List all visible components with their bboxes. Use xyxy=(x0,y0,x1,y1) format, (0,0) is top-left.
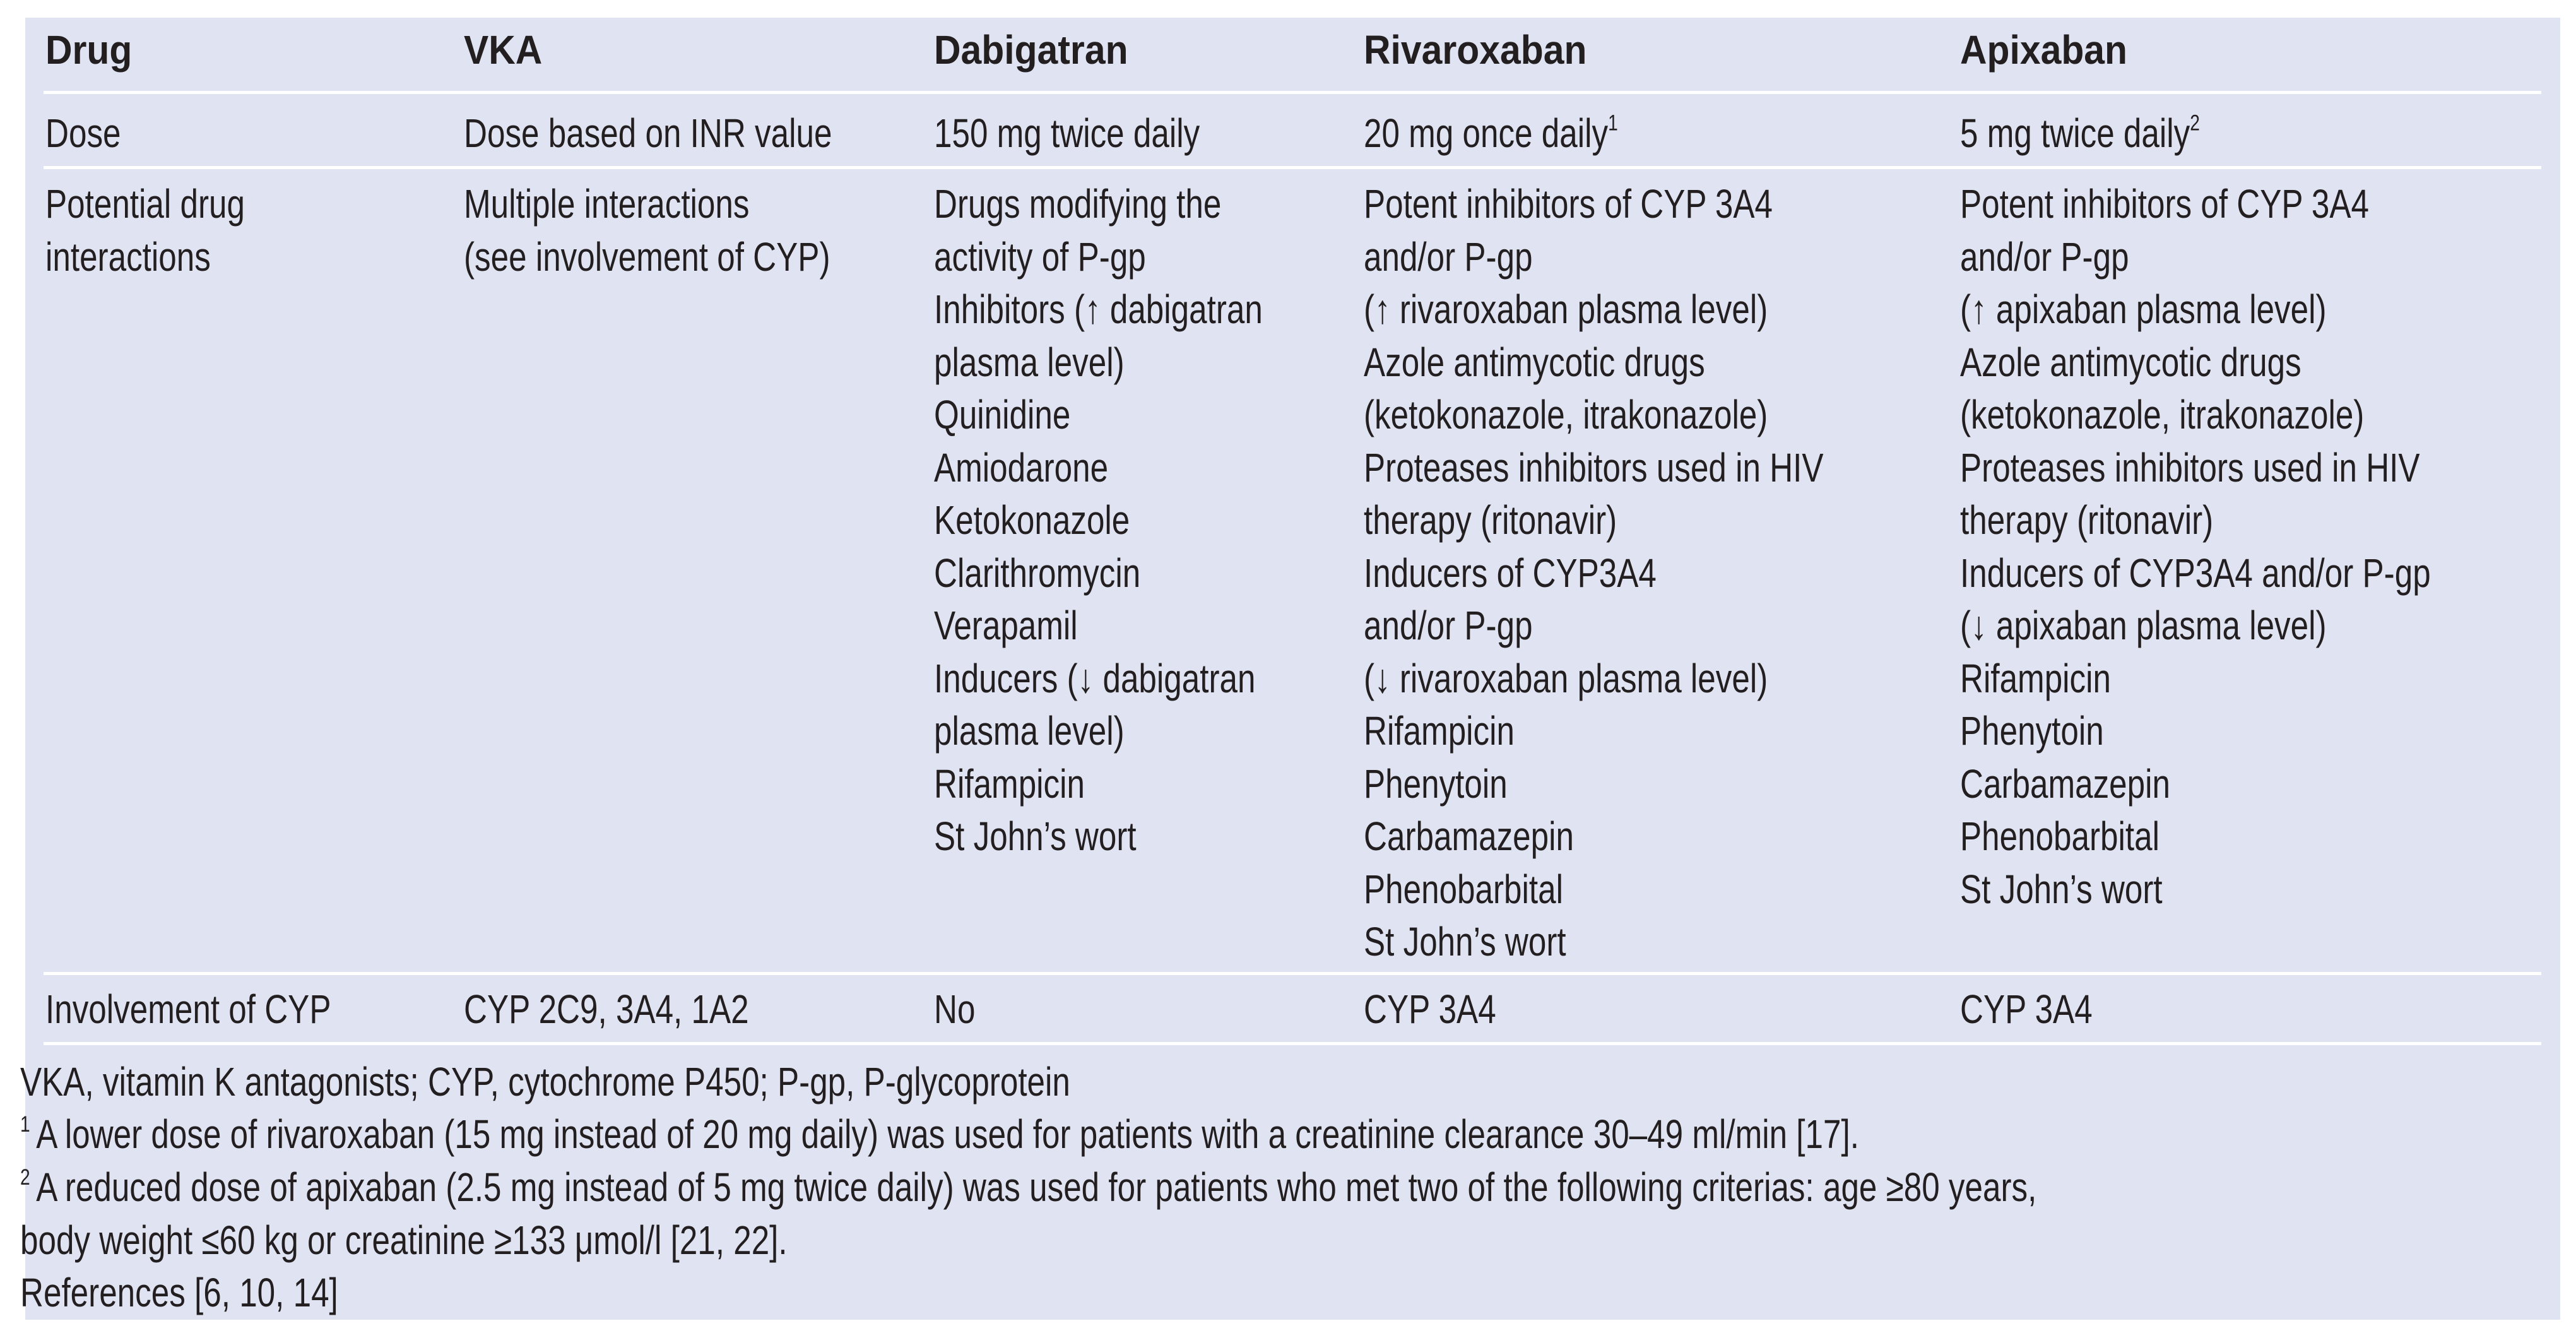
row-divider xyxy=(44,91,2541,94)
cell-line: Potent inhibitors of CYP 3A4 xyxy=(1364,181,1773,227)
footnote-text: A lower dose of rivaroxaban (15 mg instead of 20 mg daily) was used for patients with a creatinine clearance 30–49 ml/min [17]. xyxy=(36,1111,1859,1157)
header-drug: Drug xyxy=(45,27,133,73)
cell-rivaroxaban-interactions xyxy=(1364,178,1824,969)
footnote-number: 2 xyxy=(20,1164,30,1190)
cell-line: and/or P-gp xyxy=(1960,234,2129,280)
cell-line: Potent inhibitors of CYP 3A4 xyxy=(1960,181,2369,227)
row-label-cyp xyxy=(45,983,331,1036)
cell-line: Dose xyxy=(45,110,121,156)
header-rivaroxaban: Rivaroxaban xyxy=(1364,27,1587,73)
cell-line: Multiple interactions xyxy=(464,181,750,227)
cell-line: (↓ rivaroxaban plasma level) xyxy=(1364,655,1768,701)
cell-dabigatran-cyp xyxy=(934,983,975,1036)
cell-text: 20 mg once daily xyxy=(1364,110,1609,156)
cell-apixaban-interactions xyxy=(1960,178,2431,916)
cell-vka-interactions xyxy=(464,178,830,283)
cell-line: Rifampicin xyxy=(1364,708,1515,754)
cell-line: activity of P-gp xyxy=(934,234,1146,280)
row-label-dose xyxy=(45,107,121,160)
footnote-2-continued: body weight ≤60 kg or creatinine ≥133 μmol/l [21, 22]. xyxy=(20,1217,788,1263)
cell-line: No xyxy=(934,986,976,1032)
cell-line: Potential drug xyxy=(45,181,245,227)
cell-line: CYP 2C9, 3A4, 1A2 xyxy=(464,986,749,1032)
cell-line: (see involvement of CYP) xyxy=(464,234,830,280)
header-vka: VKA xyxy=(464,27,543,73)
cell-line: and/or P-gp xyxy=(1364,603,1533,648)
cell-rivaroxaban-dose xyxy=(1364,107,1618,160)
cell-line: plasma level) xyxy=(934,708,1125,754)
cell-line: 150 mg twice daily xyxy=(934,110,1200,156)
cell-line: St John’s wort xyxy=(934,814,1137,859)
cell-line: Inducers of CYP3A4 and/or P-gp xyxy=(1960,550,2431,596)
footnote-2 xyxy=(20,1161,2036,1214)
cell-line: Proteases inhibitors used in HIV xyxy=(1364,444,1824,490)
footnote-marker: 1 xyxy=(1608,110,1618,136)
cell-apixaban-cyp xyxy=(1960,983,2093,1036)
header-dabigatran: Dabigatran xyxy=(934,27,1128,73)
cell-dabigatran-dose xyxy=(934,107,1200,160)
cell-line: Inducers (↓ dabigatran xyxy=(934,655,1256,701)
cell-line: Clarithromycin xyxy=(934,550,1141,596)
cell-line: (↑ rivaroxaban plasma level) xyxy=(1364,287,1768,332)
cell-line: Inducers of CYP3A4 xyxy=(1364,550,1657,596)
row-divider xyxy=(44,972,2541,975)
cell-line: and/or P-gp xyxy=(1364,234,1533,280)
cell-apixaban-dose xyxy=(1960,107,2200,160)
cell-line: Verapamil xyxy=(934,603,1078,648)
cell-line: Carbamazepin xyxy=(1364,814,1574,859)
cell-line: Azole antimycotic drugs xyxy=(1364,339,1705,385)
references: References [6, 10, 14] xyxy=(20,1270,338,1315)
row-label-interactions xyxy=(45,178,245,283)
cell-line: Rifampicin xyxy=(1960,655,2111,701)
cell-dabigatran-interactions xyxy=(934,178,1263,863)
footnote-marker: 2 xyxy=(2190,110,2200,136)
cell-line: Phenobarbital xyxy=(1960,814,2159,859)
cell-line: (↑ apixaban plasma level) xyxy=(1960,287,2327,332)
cell-line: therapy (ritonavir) xyxy=(1364,497,1617,543)
cell-line: Rifampicin xyxy=(934,761,1085,807)
cell-line: Drugs modifying the xyxy=(934,181,1222,227)
cell-line: Ketokonazole xyxy=(934,497,1130,543)
cell-text: 5 mg twice daily xyxy=(1960,110,2190,156)
cell-vka-dose xyxy=(464,107,832,160)
cell-line: plasma level) xyxy=(934,339,1125,385)
cell-line: (ketokonazole, itrakonazole) xyxy=(1960,392,2365,437)
cell-vka-cyp xyxy=(464,983,749,1036)
cell-line: Dose based on INR value xyxy=(464,110,832,156)
cell-line: Phenytoin xyxy=(1364,761,1508,807)
cell-rivaroxaban-cyp xyxy=(1364,983,1496,1036)
cell-line: Carbamazepin xyxy=(1960,761,2170,807)
cell-line: Amiodarone xyxy=(934,444,1109,490)
cell-line: St John’s wort xyxy=(1364,919,1566,964)
cell-line: (↓ apixaban plasma level) xyxy=(1960,603,2327,648)
cell-line: Azole antimycotic drugs xyxy=(1960,339,2301,385)
cell-line: Inhibitors (↑ dabigatran xyxy=(934,287,1263,332)
footnote-abbreviations: VKA, vitamin K antagonists; CYP, cytochrome P450; P-gp, P-glycoprotein xyxy=(20,1059,1070,1104)
cell-line: therapy (ritonavir) xyxy=(1960,497,2214,543)
cell-line: CYP 3A4 xyxy=(1364,986,1496,1032)
cell-line: Phenobarbital xyxy=(1364,866,1563,912)
cell-line: Phenytoin xyxy=(1960,708,2104,754)
footnote-number: 1 xyxy=(20,1111,30,1137)
cell-line: interactions xyxy=(45,234,211,280)
row-divider xyxy=(44,166,2541,169)
header-apixaban: Apixaban xyxy=(1960,27,2128,73)
cell-line: CYP 3A4 xyxy=(1960,986,2093,1032)
footnote-1 xyxy=(20,1108,1859,1161)
cell-line: (ketokonazole, itrakonazole) xyxy=(1364,392,1768,437)
cell-line: Quinidine xyxy=(934,392,1071,437)
cell-line: Proteases inhibitors used in HIV xyxy=(1960,444,2420,490)
row-divider xyxy=(44,1042,2541,1045)
cell-line: Involvement of CYP xyxy=(45,986,331,1032)
footnote-text: A reduced dose of apixaban (2.5 mg instead of 5 mg twice daily) was used for patients who met two of the following criterias: age ≥80 years, xyxy=(36,1164,2037,1210)
cell-line: St John’s wort xyxy=(1960,866,2163,912)
